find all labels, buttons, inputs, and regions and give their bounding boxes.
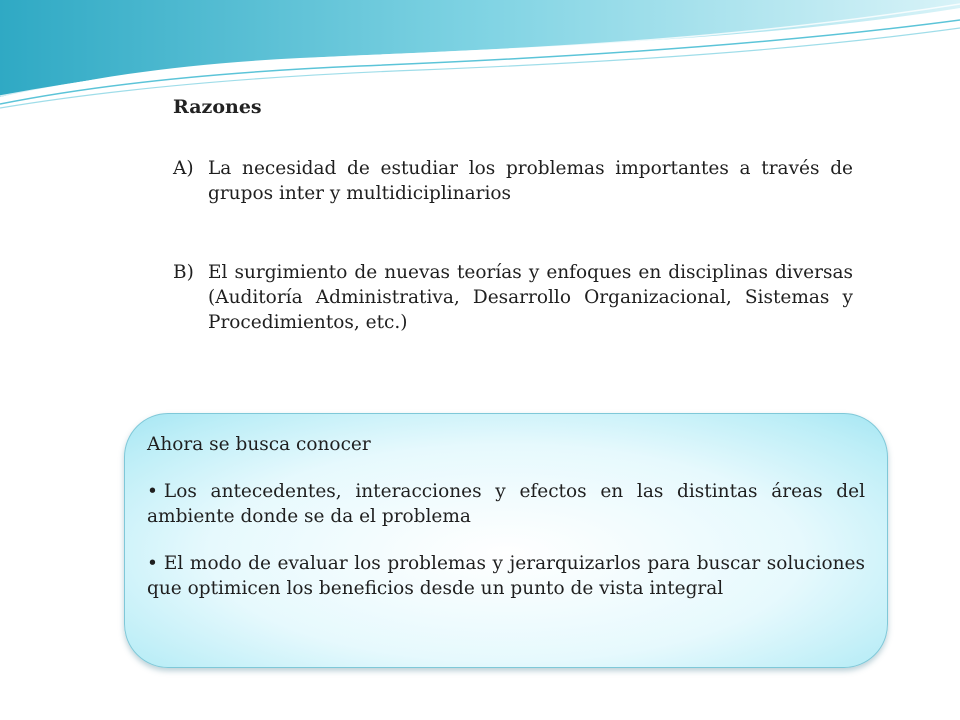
bullet-dot-icon: • xyxy=(147,481,158,502)
callout-box xyxy=(124,413,888,668)
list-marker: B) xyxy=(173,262,194,283)
bullet-dot-icon: • xyxy=(147,553,158,574)
callout-bullet xyxy=(147,551,865,601)
list-item-text: La necesidad de estudiar los problemas importantes a través de grupos inter y multidiciplinarios xyxy=(208,158,853,204)
list-item-b xyxy=(173,260,853,335)
list-item-text: El surgimiento de nuevas teorías y enfoques en disciplinas diversas (Auditoría Administrativa, Desarrollo Organizacional, Sistemas y Procedimientos, etc.) xyxy=(208,262,853,333)
list-marker: A) xyxy=(173,158,194,179)
callout-bullet-text: Los antecedentes, interacciones y efectos en las distintas áreas del ambiente donde se da el problema xyxy=(147,481,865,527)
decorative-wave-banner xyxy=(0,0,960,110)
callout-title: Ahora se busca conocer xyxy=(147,434,371,455)
callout-bullet xyxy=(147,479,865,529)
list-item-a xyxy=(173,156,853,206)
callout-bullet-text: El modo de evaluar los problemas y jerarquizarlos para buscar soluciones que optimicen los beneficios desde un punto de vista integral xyxy=(147,553,865,599)
section-heading: Razones xyxy=(173,96,262,118)
